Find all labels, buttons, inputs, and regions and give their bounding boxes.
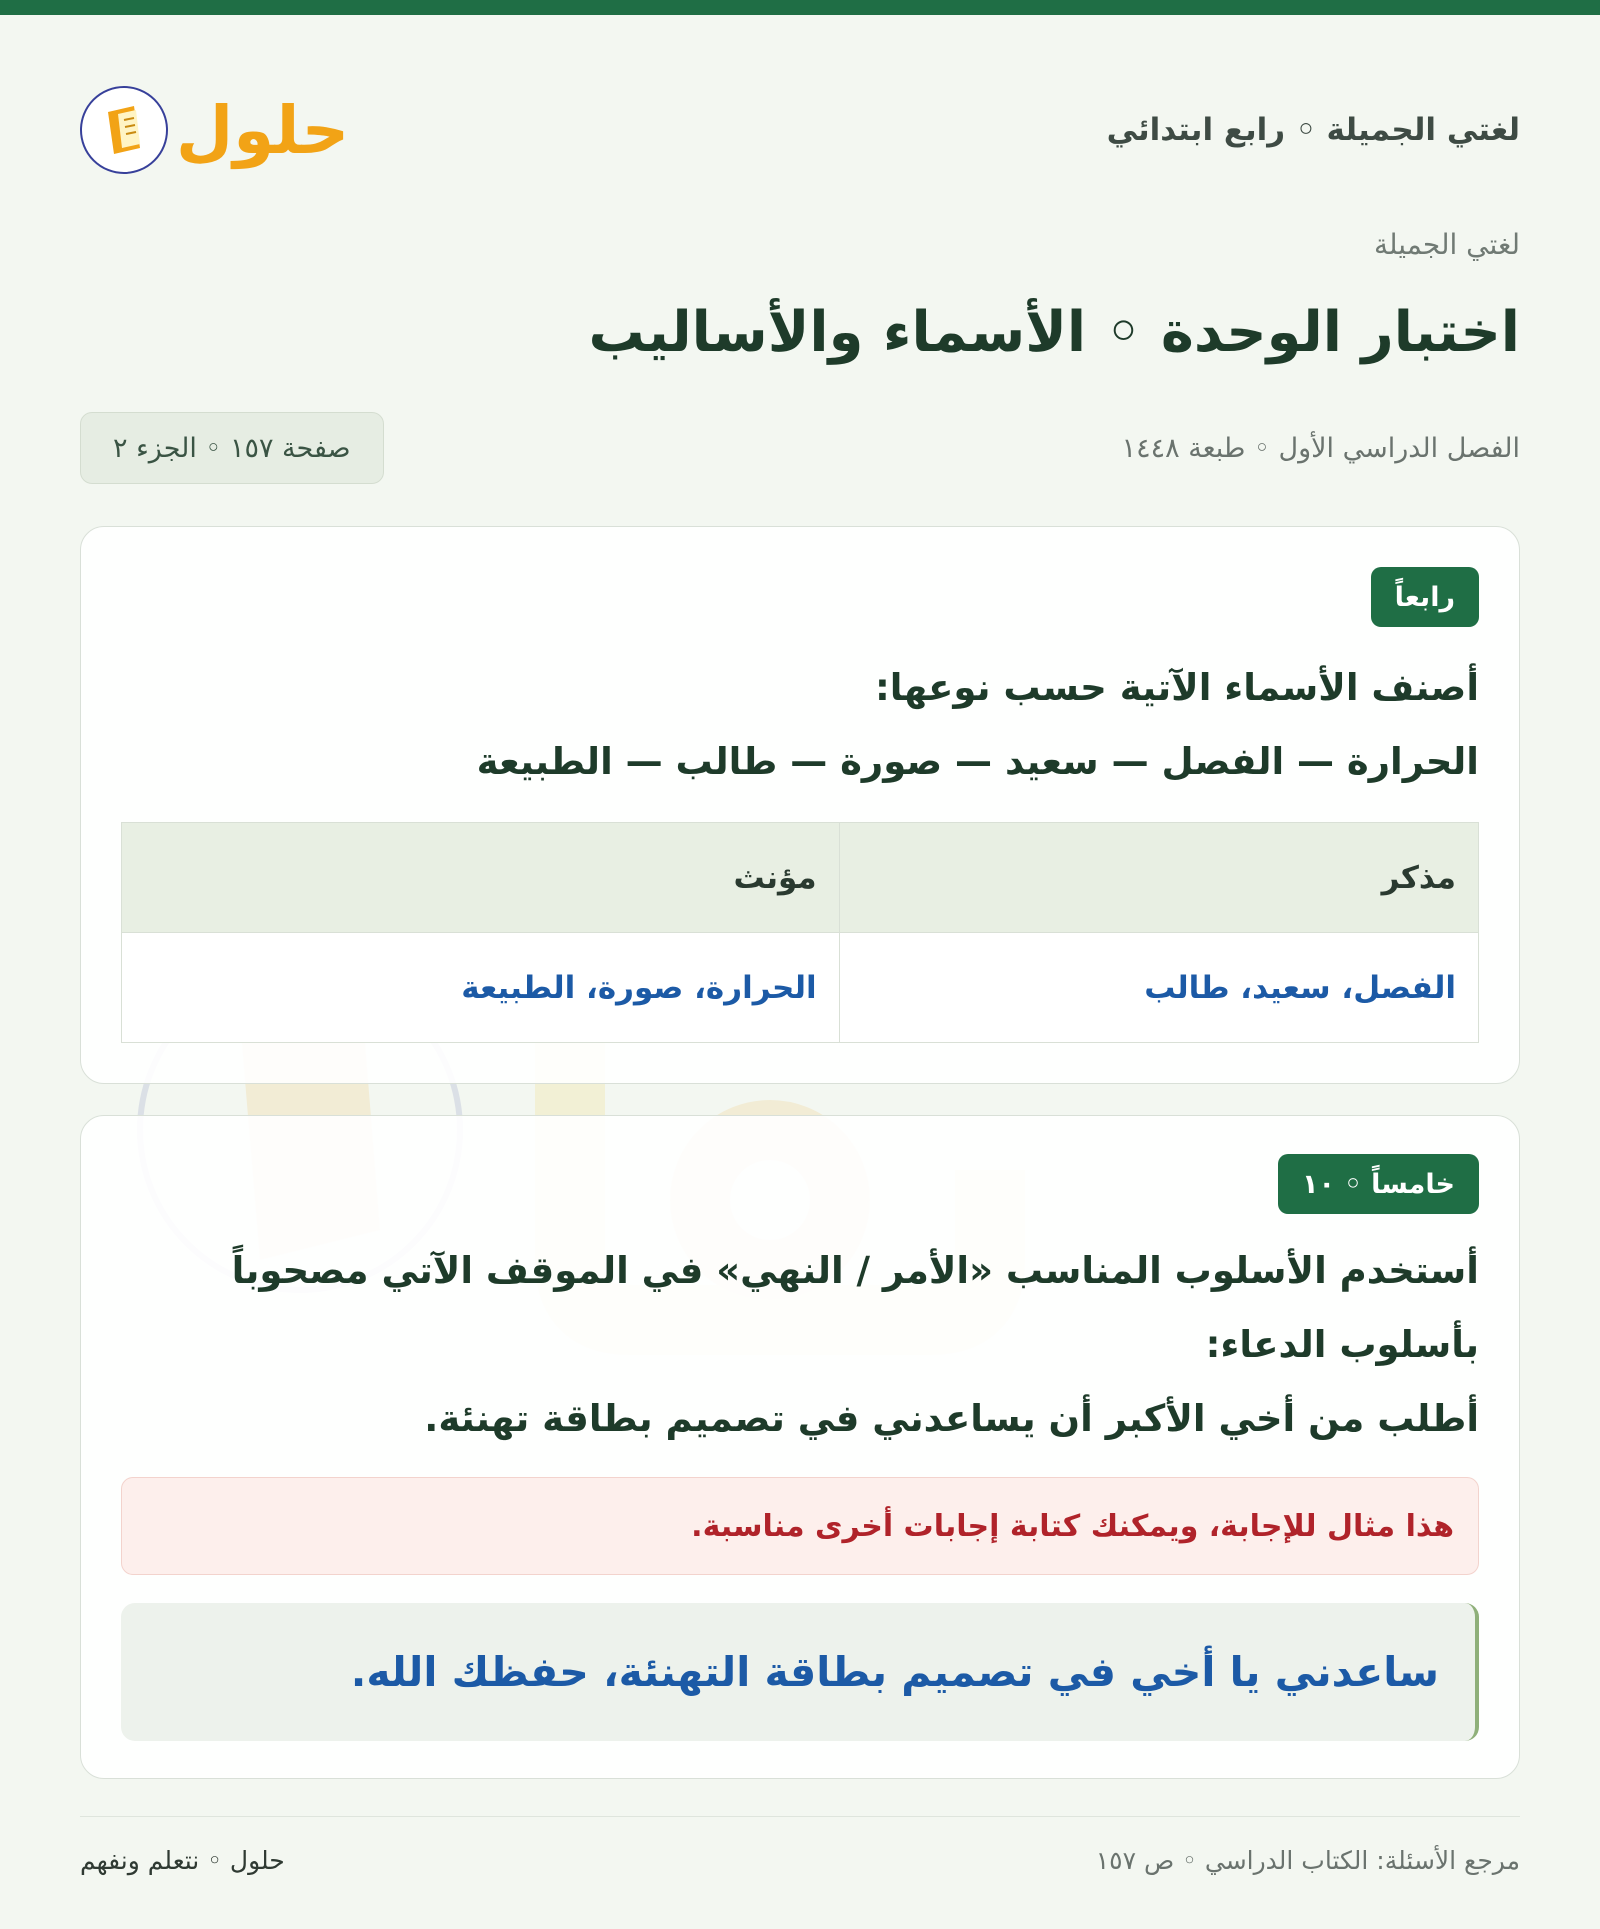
footer-brand: حلول ◦ نتعلم ونفهم — [80, 1846, 285, 1875]
table-header-row — [122, 823, 1479, 933]
subject-label: لغتي الجميلة — [1373, 228, 1520, 261]
question-prompt-line2: بأسلوب الدعاء: — [1205, 1323, 1479, 1366]
footer-divider — [80, 1816, 1520, 1817]
footer-reference: مرجع الأسئلة: الكتاب الدراسي ◦ ص ١٥٧ — [1095, 1846, 1520, 1875]
meta-row — [80, 412, 1520, 484]
question-prompt: أصنف الأسماء الآتية حسب نوعها: — [875, 666, 1479, 709]
logo-text: حلول — [176, 91, 350, 169]
header-title: لغتي الجميلة ◦ رابع ابتدائي — [1106, 112, 1520, 148]
answer-note: هذا مثال للإجابة، ويمكنك كتابة إجابات أخرى مناسبة. — [121, 1477, 1479, 1575]
table-header: مذكر — [839, 823, 1478, 933]
table-header: مؤنث — [122, 823, 840, 933]
question-tag: رابعاً — [1371, 567, 1479, 627]
brand-logo — [80, 86, 349, 174]
words-list: الحرارة — الفصل — سعيد — صورة — طالب — الطبيعة — [476, 740, 1479, 783]
question-card-5 — [80, 1115, 1520, 1779]
table-cell-feminine: الحرارة، صورة، الطبيعة — [122, 933, 840, 1043]
question-card-4 — [80, 526, 1520, 1084]
classification-table — [121, 822, 1479, 1043]
table-row — [122, 933, 1479, 1043]
book-icon — [80, 86, 168, 174]
question-prompt-line1: أستخدم الأسلوب المناسب «الأمر / النهي» في الموقف الآتي مصحوباً — [231, 1249, 1479, 1292]
question-tag: خامساً ◦ ١٠ — [1278, 1154, 1479, 1214]
top-accent-bar — [0, 0, 1600, 15]
page-header — [80, 70, 1520, 190]
page-badge: صفحة ١٥٧ ◦ الجزء ٢ — [80, 412, 384, 484]
model-answer: ساعدني يا أخي في تصميم بطاقة التهنئة، حفظك الله. — [121, 1603, 1479, 1741]
table-cell-masculine: الفصل، سعيد، طالب — [839, 933, 1478, 1043]
page-title: اختبار الوحدة ◦ الأسماء والأساليب — [588, 300, 1520, 365]
term-info: الفصل الدراسي الأول ◦ طبعة ١٤٤٨ — [1121, 432, 1520, 464]
situation-text: أطلب من أخي الأكبر أن يساعدني في تصميم بطاقة تهنئة. — [424, 1397, 1479, 1440]
page-footer — [80, 1846, 1520, 1875]
